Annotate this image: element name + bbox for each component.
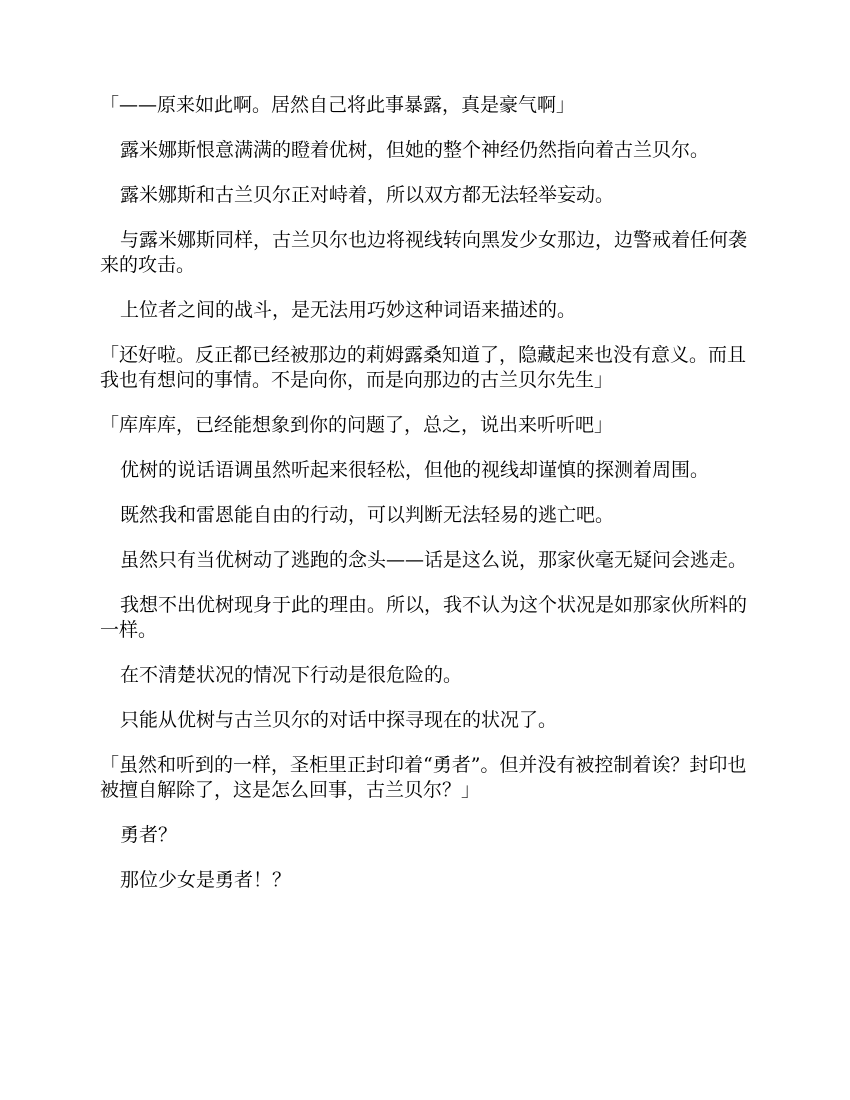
paragraph: 「库库库，已经能想象到你的问题了，总之，说出来听听吧」 bbox=[100, 414, 614, 436]
paragraph: 与露米娜斯同样，古兰贝尔也边将视线转向黑发少女那边，边警戒着任何袭来的攻击。 bbox=[100, 229, 748, 276]
paragraph: 「虽然和听到的一样，圣柜里正封印着“勇者”。但并没有被控制着诶？封印也被擅自解除了，这是怎么回事，古兰贝尔？」 bbox=[100, 754, 747, 801]
paragraph: 只能从优树与古兰贝尔的对话中探寻现在的状况了。 bbox=[120, 709, 558, 731]
paragraph: 在不清楚状况的情况下行动是很危险的。 bbox=[120, 664, 463, 686]
paragraph: 优树的说话语调虽然听起来很轻松，但他的视线却谨慎的探测着周围。 bbox=[120, 459, 710, 481]
paragraph: 露米娜斯恨意满满的瞪着优树，但她的整个神经仍然指向着古兰贝尔。 bbox=[120, 139, 710, 161]
paragraph: 「——原来如此啊。居然自己将此事暴露，真是豪气啊」 bbox=[100, 94, 576, 116]
paragraph: 露米娜斯和古兰贝尔正对峙着，所以双方都无法轻举妄动。 bbox=[120, 184, 615, 206]
paragraph: 「还好啦。反正都已经被那边的莉姆露桑知道了，隐藏起来也没有意义。而且我也有想问的事情。不是向你，而是向那边的古兰贝尔先生」 bbox=[100, 344, 747, 391]
paragraph: 我想不出优树现身于此的理由。所以，我不认为这个状况是如那家伙所料的一样。 bbox=[100, 594, 748, 641]
paragraph: 既然我和雷恩能自由的行动，可以判断无法轻易的逃亡吧。 bbox=[120, 504, 615, 526]
paragraph: 勇者？ bbox=[120, 824, 178, 846]
paragraph: 上位者之间的战斗，是无法用巧妙这种词语来描述的。 bbox=[120, 299, 577, 321]
paragraph: 虽然只有当优树动了逃跑的念头——话是这么说，那家伙毫无疑问会逃走。 bbox=[120, 549, 748, 571]
document-page bbox=[100, 93, 750, 913]
paragraph: 那位少女是勇者！？ bbox=[120, 869, 292, 891]
